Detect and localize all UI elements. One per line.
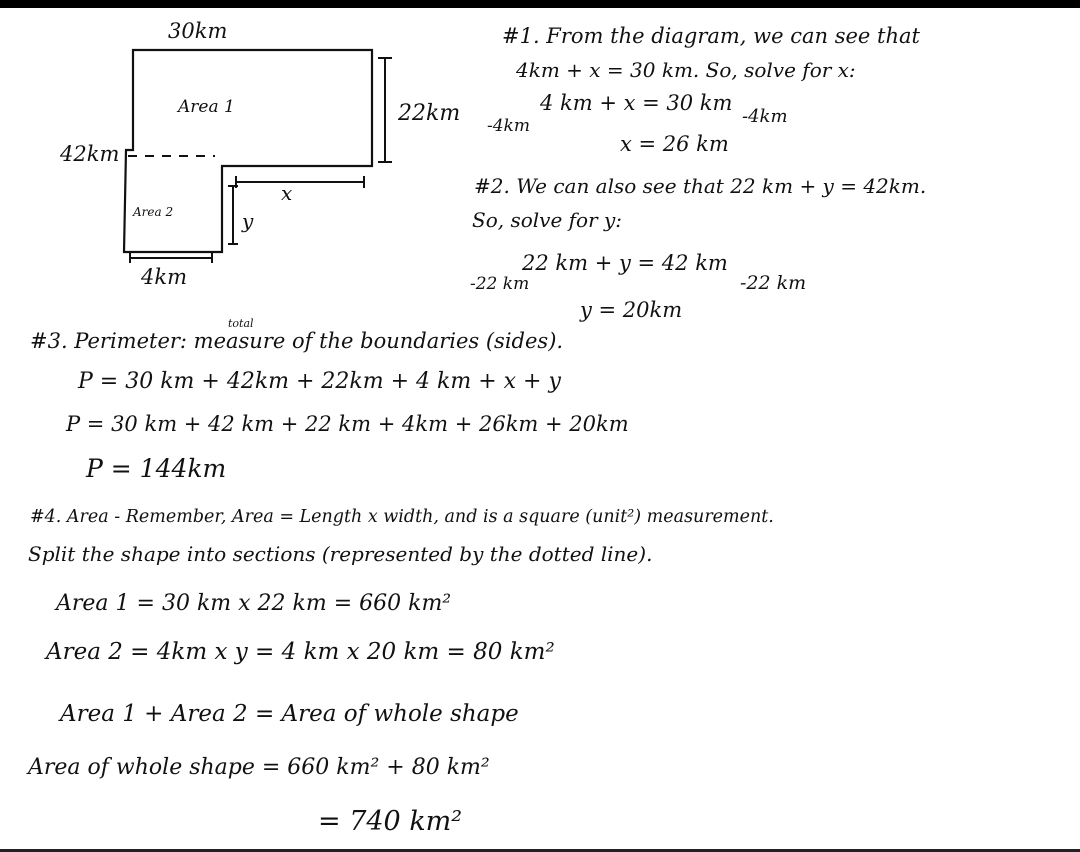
step1-heading: #1. From the diagram, we can see that xyxy=(502,24,920,48)
step2-heading: #2. We can also see that 22 km + y = 42km. xyxy=(474,174,927,198)
step3-line1: P = 30 km + 42km + 22km + 4 km + x + y xyxy=(78,369,561,394)
bottom-dimension-label: 4km xyxy=(141,265,187,289)
step4-area2: Area 2 = 4km x y = 4 km x 20 km = 80 km² xyxy=(46,639,555,665)
step3-line2: P = 30 km + 42 km + 22 km + 4km + 26km + 20km xyxy=(66,412,629,436)
area-2-label: Area 2 xyxy=(133,205,174,219)
step2-subtract-left: -22 km xyxy=(470,274,530,294)
x-variable-label: x xyxy=(281,181,293,205)
step1-line2: 4km + x = 30 km. So, solve for x: xyxy=(516,58,856,82)
step1-subtract-left: -4km xyxy=(487,116,530,136)
l-shape-diagram xyxy=(0,0,470,300)
step3-insert-note: total xyxy=(228,317,254,330)
step4-line2: Split the shape into sections (represented by the dotted line). xyxy=(28,542,653,566)
step4-area1: Area 1 = 30 km x 22 km = 660 km² xyxy=(56,591,452,616)
area-1-label: Area 1 xyxy=(178,97,235,117)
top-dimension-label: 30km xyxy=(168,19,228,43)
step1-equation: 4 km + x = 30 km xyxy=(540,91,733,115)
step3-result: P = 144km xyxy=(86,454,227,483)
left-dimension-label: 42km xyxy=(60,142,120,166)
step4-whole: Area of whole shape = 660 km² + 80 km² xyxy=(28,755,490,780)
step4-total: = 740 km² xyxy=(318,806,463,837)
step4-sum: Area 1 + Area 2 = Area of whole shape xyxy=(60,701,519,727)
step1-subtract-right: -4km xyxy=(742,106,788,127)
step2-result: y = 20km xyxy=(580,298,683,322)
step4-heading: #4. Area - Remember, Area = Length x width, and is a square (unit²) measurement. xyxy=(30,507,774,527)
y-variable-label: y xyxy=(242,209,254,233)
right-dimension-label: 22km xyxy=(398,101,461,126)
step3-heading: #3. Perimeter: measure of the boundaries (sides). xyxy=(30,329,564,353)
step1-result: x = 26 km xyxy=(620,132,729,156)
step2-line2: So, solve for y: xyxy=(472,208,623,232)
step2-equation: 22 km + y = 42 km xyxy=(522,251,728,275)
step2-subtract-right: -22 km xyxy=(740,272,807,294)
